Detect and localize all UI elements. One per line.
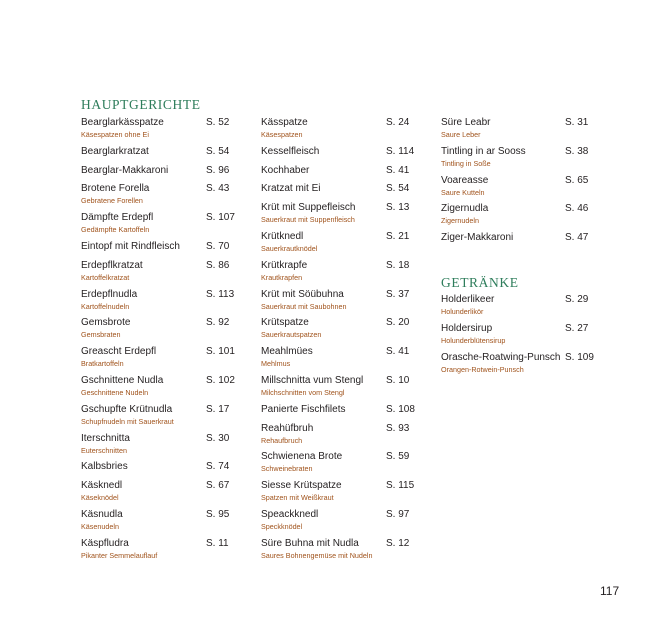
entry-translation: Gebratene Forellen <box>81 196 143 206</box>
section-heading-hauptgerichte: HAUPTGERICHTE <box>81 97 201 112</box>
entry-translation: Milchschnitten vom Stengl <box>261 388 345 397</box>
entry-translation: Sauerkrautknödel <box>261 244 318 253</box>
index-entry <box>441 351 594 374</box>
entry-name: Krütspatze <box>261 317 309 329</box>
entry-name: Dämpfte Erdepfl <box>81 212 154 224</box>
entry-translation: Krautkrapfen <box>261 272 303 282</box>
index-entry <box>261 259 410 282</box>
entry-translation: Zigernudeln <box>441 216 479 226</box>
index-entry <box>261 145 415 158</box>
entry-name: Holdersirup <box>441 322 493 334</box>
entry-name: Voareasse <box>441 174 489 186</box>
index-entry <box>261 422 410 445</box>
index-entry <box>261 451 410 474</box>
entry-name: Zigernudla <box>441 203 489 215</box>
entry-page-ref: S. 95 <box>206 509 230 520</box>
entry-translation: Pikanter Semmelauflauf <box>81 550 158 560</box>
entry-name: Speackknedl <box>261 509 319 520</box>
entry-page-ref: S. 10 <box>386 375 410 386</box>
section-heading-getraenke: GETRÄNKE <box>441 275 519 290</box>
index-entry <box>81 183 230 206</box>
entry-page-ref: S. 13 <box>386 202 410 214</box>
entry-translation: Euterschnitten <box>81 445 127 455</box>
index-entry <box>261 403 415 416</box>
entry-name: Krütkrapfe <box>261 259 308 271</box>
index-entry <box>261 537 410 560</box>
index-entry <box>81 480 230 503</box>
entry-translation: Schweinebraten <box>261 464 313 474</box>
entry-translation: Kartoffelkratzat <box>81 272 130 282</box>
entry-page-ref: S. 97 <box>386 509 410 520</box>
entry-translation: Bratkartoffeln <box>81 359 124 369</box>
entry-translation: Sauerkraut mit Saubohnen <box>261 301 347 311</box>
entry-page-ref: S. 59 <box>386 451 410 463</box>
page-number: 117 <box>600 584 620 598</box>
entry-name: Panierte Fischfilets <box>261 403 346 415</box>
entry-page-ref: S. 115 <box>386 480 415 492</box>
entry-name: Kalbsbries <box>81 461 128 473</box>
entry-translation: Käsenudeln <box>81 522 119 531</box>
index-entry <box>261 164 410 177</box>
entry-page-ref: S. 41 <box>386 164 410 176</box>
entry-name: Krüt mit Suppefleisch <box>261 202 356 214</box>
entry-translation: Käsespatzen <box>261 130 303 139</box>
index-entry <box>81 375 235 397</box>
entry-name: Bearglarkratzat <box>81 145 149 157</box>
entry-translation: Saures Bohnengemüse mit Nudeln <box>261 550 373 560</box>
entry-page-ref: S. 93 <box>386 422 410 434</box>
entry-page-ref: S. 20 <box>386 317 410 329</box>
entry-page-ref: S. 29 <box>565 294 589 305</box>
index-entry <box>261 509 410 531</box>
entry-name: Iterschnitta <box>81 432 130 444</box>
entry-translation: Saure Kutteln <box>441 187 485 197</box>
entry-page-ref: S. 65 <box>565 174 589 186</box>
entry-name: Käsnudla <box>81 509 123 520</box>
entry-translation: Rehaufbruch <box>261 435 303 445</box>
entry-name: Krüt mit Söübuhna <box>261 288 344 300</box>
entry-name: Holderlikeer <box>441 294 495 305</box>
entry-page-ref: S. 107 <box>206 212 235 224</box>
index-entry <box>441 117 589 139</box>
index-entry <box>81 461 230 473</box>
entry-page-ref: S. 31 <box>565 117 589 128</box>
index-entry <box>81 537 229 560</box>
entry-page-ref: S. 114 <box>386 145 415 157</box>
index-entry <box>441 322 589 345</box>
entry-name: Greascht Erdepfl <box>81 346 157 358</box>
entry-page-ref: S. 54 <box>206 145 230 157</box>
entry-translation: Geschnittene Nudeln <box>81 388 149 397</box>
entry-translation: Käseknödel <box>81 493 119 503</box>
entry-name: Kässpatze <box>261 117 308 128</box>
index-entry <box>81 432 230 455</box>
entry-name: Kesselfleisch <box>261 145 320 157</box>
index-entry <box>261 183 410 195</box>
index-entry <box>81 346 235 369</box>
entry-page-ref: S. 74 <box>206 461 230 473</box>
entry-name: Süre Buhna mit Nudla <box>261 537 359 549</box>
entry-page-ref: S. 24 <box>386 117 410 128</box>
entry-page-ref: S. 41 <box>386 346 410 358</box>
entry-name: Gschnittene Nudla <box>81 375 164 386</box>
entry-translation: Sauerkraut mit Suppenfleisch <box>261 215 355 225</box>
entry-page-ref: S. 113 <box>206 288 235 300</box>
index-entry <box>261 231 410 253</box>
entry-name: Brotene Forella <box>81 183 150 195</box>
entry-translation: Saure Leber <box>441 130 481 139</box>
entry-name: Erdepflkratzat <box>81 259 143 271</box>
index-entry <box>441 203 589 226</box>
entry-page-ref: S. 37 <box>386 288 410 300</box>
entry-page-ref: S. 21 <box>386 231 410 242</box>
index-entry <box>81 164 230 177</box>
index-entry <box>261 346 410 369</box>
entry-name: Millschnitta vum Stengl <box>261 375 364 386</box>
entry-page-ref: S. 47 <box>565 232 589 244</box>
entry-name: Ziger-Makkaroni <box>441 232 514 244</box>
entry-name: Käsknedl <box>81 480 123 492</box>
entry-translation: Käsespatzen ohne Ei <box>81 130 149 139</box>
entry-translation: Orangen-Rotwein-Punsch <box>441 364 524 374</box>
entry-page-ref: S. 12 <box>386 537 410 549</box>
entry-page-ref: S. 67 <box>206 480 230 492</box>
index-entry <box>81 212 235 235</box>
entry-translation: Spatzen mit Weißkraut <box>261 493 334 503</box>
index-entry <box>441 174 589 197</box>
entry-page-ref: S. 86 <box>206 259 230 271</box>
index-entry <box>261 117 410 139</box>
entry-translation: Mehlmus <box>261 359 291 369</box>
entry-name: Kochhaber <box>261 164 310 176</box>
entry-name: Krütknedl <box>261 231 304 242</box>
index-entry <box>261 375 410 397</box>
entry-name: Schwienena Brote <box>261 451 343 463</box>
index-entry <box>261 317 410 340</box>
entry-name: Siesse Krütspatze <box>261 480 342 492</box>
entry-page-ref: S. 92 <box>206 317 230 329</box>
index-entry <box>81 509 230 531</box>
entry-name: Meahlmües <box>261 346 313 358</box>
index-entry <box>261 202 410 225</box>
entry-name: Käspfludra <box>81 537 129 549</box>
entry-page-ref: S. 96 <box>206 164 230 176</box>
entry-translation: Schupfnudeln mit Sauerkraut <box>81 416 174 426</box>
index-entry <box>81 145 230 158</box>
index-entry <box>261 480 415 503</box>
entry-page-ref: S. 70 <box>206 241 230 252</box>
index-entry <box>81 288 235 311</box>
entry-page-ref: S. 108 <box>386 403 415 415</box>
entry-translation: Holunderblütensirup <box>441 335 506 345</box>
entry-page-ref: S. 54 <box>386 183 410 195</box>
entry-name: Gschupfte Krütnudla <box>81 403 173 415</box>
entry-page-ref: S. 38 <box>565 145 589 157</box>
entry-translation: Holunderlikör <box>441 307 484 316</box>
entry-name: Erdepflnudla <box>81 288 138 300</box>
index-entry <box>81 259 230 282</box>
index-entry <box>81 117 230 139</box>
entry-name: Tintling in ar Sooss <box>441 145 526 157</box>
entry-name: Kratzat mit Ei <box>261 183 321 195</box>
entry-page-ref: S. 43 <box>206 183 230 195</box>
index-entry <box>441 294 589 316</box>
entry-translation: Sauerkrautspatzen <box>261 330 322 340</box>
index-entry <box>261 288 410 311</box>
entry-name: Gemsbrote <box>81 317 131 329</box>
index-entry <box>81 241 230 253</box>
entry-page-ref: S. 17 <box>206 403 230 415</box>
entry-page-ref: S. 11 <box>206 537 229 549</box>
index-entry <box>441 145 589 168</box>
entry-page-ref: S. 109 <box>565 351 594 363</box>
entry-translation: Gemsbraten <box>81 330 121 340</box>
entry-page-ref: S. 101 <box>206 346 235 358</box>
entry-page-ref: S. 18 <box>386 259 410 271</box>
entry-translation: Speckknödel <box>261 522 303 531</box>
entry-name: Orasche-Roatwing-Punsch <box>441 351 561 363</box>
entry-name: Eintopf mit Rindfleisch <box>81 241 180 252</box>
entry-page-ref: S. 27 <box>565 322 589 334</box>
entry-translation: Tintling in Soße <box>441 158 491 168</box>
entry-page-ref: S. 30 <box>206 432 230 444</box>
index-entry <box>81 317 230 340</box>
entry-page-ref: S. 102 <box>206 375 235 386</box>
entry-name: Süre Leabr <box>441 117 491 128</box>
entry-page-ref: S. 46 <box>565 203 589 215</box>
index-entry <box>441 232 589 244</box>
entry-name: Bearglar-Makkaroni <box>81 164 169 176</box>
entry-translation: Kartoffelnudeln <box>81 301 130 311</box>
entry-name: Bearglarkässpatze <box>81 117 164 128</box>
entry-name: Reahüfbruh <box>261 422 314 434</box>
entry-translation: Gedämpfte Kartoffeln <box>81 225 150 235</box>
entry-page-ref: S. 52 <box>206 117 230 128</box>
index-entry <box>81 403 230 426</box>
